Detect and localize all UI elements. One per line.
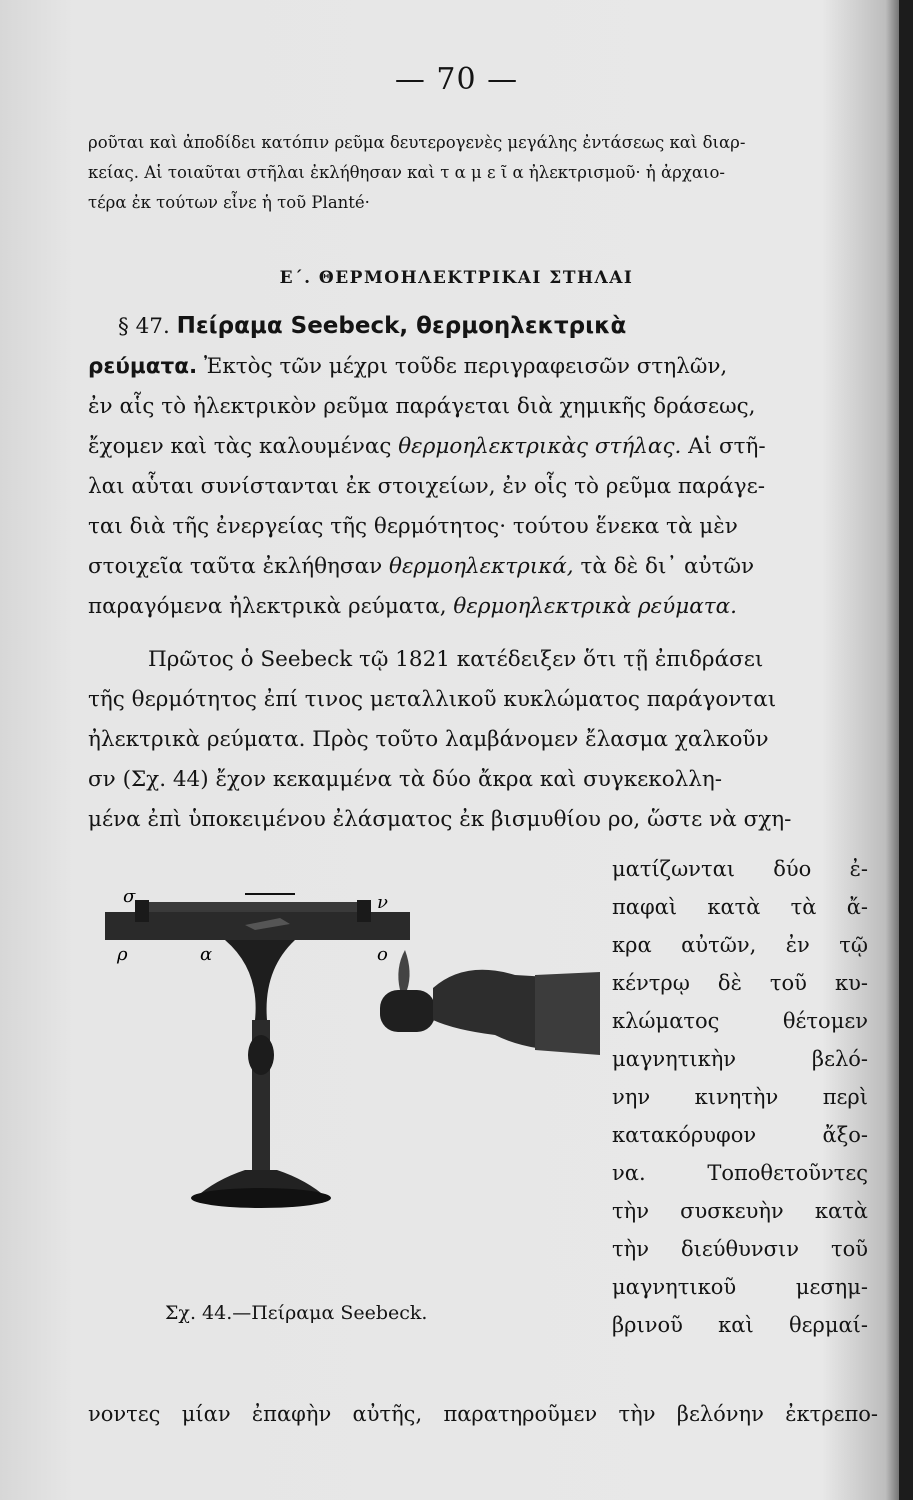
text-line: παφαὶ κατὰ τὰ ἄ- — [612, 895, 868, 919]
text-column — [612, 850, 868, 1344]
text-line — [88, 547, 878, 587]
text-line: κλώματος θέτομεν — [612, 1009, 868, 1033]
text-line: τὴν συσκευὴν κατὰ — [612, 1199, 868, 1223]
text-line: μαγνητικοῦ μεσημ- — [612, 1275, 868, 1299]
flame-icon — [398, 950, 409, 990]
text-span: παραγόμενα ἠλεκτρικὰ ρεύματα, — [88, 594, 454, 619]
text-line: κρα αὐτῶν, ἐν τῷ — [612, 933, 868, 957]
spirit-lamp — [380, 990, 435, 1032]
paragraph-seebeck — [88, 640, 878, 840]
intro-paragraph — [88, 128, 878, 218]
text-line: βρινοῦ καὶ θερμαί- — [612, 1313, 868, 1337]
text-line: τῆς θερμότητος ἐπί τινος μεταλλικοῦ κυκλώματος παράγονται — [88, 687, 777, 712]
copper-strip — [147, 902, 362, 912]
text-line: κείας. Αἱ τοιαῦται στῆλαι ἐκλήθησαν καὶ τ α μ ε ῖ α ἠλεκτρισμοῦ· ἡ ἀρχαιο- — [88, 163, 725, 182]
paragraph-heading-cont: ρεύματα. — [88, 354, 198, 379]
text-line — [88, 347, 878, 387]
section-number: § 47. — [118, 314, 170, 339]
paragraph-47 — [88, 306, 878, 627]
text-line: νην κινητὴν περὶ — [612, 1085, 868, 1109]
label-omicron: ο — [377, 944, 388, 965]
italic-term: θερμοηλεκτρικὰς στήλας. — [398, 434, 682, 459]
text-line: κέντρῳ δὲ τοῦ κυ- — [612, 971, 868, 995]
text-line: μένα ἐπὶ ὑποκειμένου ἐλάσματος ἐκ βισμυθίου ρο, ὥστε νὰ σχη- — [88, 807, 792, 832]
text-line: τέρα ἐκ τούτων εἶνε ἡ τοῦ Planté· — [88, 193, 370, 212]
text-line: ματίζωνται δύο ἐ- — [612, 857, 868, 881]
text-line: ροῦται καὶ ἀποδίδει κατόπιν ρεῦμα δευτερογενὲς μεγάλης ἐντάσεως καὶ διαρ- — [88, 133, 746, 152]
text-span: ἔχομεν καὶ τὰς καλουμένας — [88, 434, 399, 459]
text-line: λαι αὗται συνίστανται ἐκ στοιχείων, ἐν οἷς τὸ ρεῦμα παράγε- — [88, 474, 765, 499]
text-line: νοντες μίαν ἐπαφὴν αὐτῆς, παρατηροῦμεν τὴν βελόνην ἐκτρεπο- — [88, 1402, 878, 1426]
sleeve-cuff — [535, 972, 600, 1055]
text-span: Αἱ στῆ- — [681, 434, 766, 459]
figure-caption: Σχ. 44.—Πείραμα Seebeck. — [165, 1302, 428, 1324]
apparatus-illustration — [95, 880, 605, 1220]
text-line: ἐν αἷς τὸ ἠλεκτρικὸν ρεῦμα παράγεται διὰ χημικῆς δράσεως, — [88, 394, 756, 419]
text-line — [88, 427, 878, 467]
text-line: μαγνητικὴν βελό- — [612, 1047, 868, 1071]
page-number: — 70 — — [394, 62, 519, 97]
text-line — [88, 587, 878, 627]
italic-term: θερμοηλεκτρικά, — [389, 554, 574, 579]
section-title: Ε΄. ΘΕΡΜΟΗΛΕΚΤΡΙΚΑΙ ΣΤΗΛΑΙ — [279, 268, 634, 288]
text-line: Πρῶτος ὁ Seebeck τῷ 1821 κατέδειξεν ὅτι τῇ ἐπιδράσει — [148, 647, 764, 672]
text-line: να. Τοποθετοῦντες — [612, 1161, 868, 1185]
text-span: στοιχεῖα ταῦτα ἐκλήθησαν — [88, 554, 390, 579]
text-line: ται διὰ τῆς ἐνεργείας τῆς θερμότητος· τούτου ἕνεκα τὰ μὲν — [88, 514, 738, 539]
paragraph-heading: Πείραμα Seebeck, θερμοηλεκτρικὰ — [176, 313, 627, 339]
page-edge-shadow — [899, 0, 913, 1500]
label-nu: ν — [377, 892, 388, 913]
text-span: τὰ δὲ δι᾿ αὐτῶν — [573, 554, 755, 579]
italic-term: θερμοηλεκτρικὰ ρεύματα. — [453, 594, 737, 619]
label-sigma: σ — [123, 886, 136, 907]
text-line: τὴν διεύθυνσιν τοῦ — [612, 1237, 868, 1261]
figure-seebeck-apparatus — [95, 880, 605, 1220]
text-line: σν (Σχ. 44) ἔχον κεκαμμένα τὰ δύο ἄκρα καὶ συγκεκολλη- — [88, 767, 723, 792]
label-rho: ρ — [117, 944, 128, 965]
text-line — [88, 306, 878, 347]
text-line: ἠλεκτρικὰ ρεύματα. Πρὸς τοῦτο λαμβάνομεν ἔλασμα χαλκοῦν — [88, 727, 769, 752]
label-alpha: α — [200, 944, 213, 965]
text-span: Ἐκτὸς τῶν μέχρι τοῦδε περιγραφεισῶν στηλῶν, — [197, 354, 728, 379]
stand-neck — [225, 940, 295, 1020]
text-line: κατακόρυφον ἄξο- — [612, 1123, 868, 1147]
